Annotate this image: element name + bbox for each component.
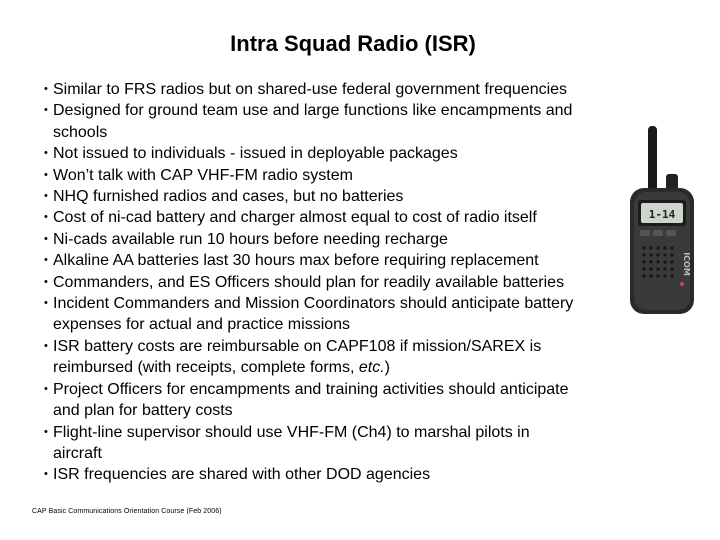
bullet-text xyxy=(53,207,644,228)
bullet-line: Flight-line supervisor should use VHF-FM (Ch4) to marshal pilots in xyxy=(53,423,530,441)
bullet-text xyxy=(53,379,644,422)
bullet-glyph: • xyxy=(44,104,48,117)
bullet-line: Commanders, and ES Officers should plan for readily available batteries xyxy=(53,273,565,291)
bullet-text xyxy=(53,293,644,336)
bullet-item xyxy=(44,422,644,465)
bullet-glyph: • xyxy=(44,190,48,203)
bullet-glyph: • xyxy=(44,254,48,267)
bullet-line: ISR frequencies are shared with other DOD agencies xyxy=(53,466,431,484)
bullet-line: Alkaline AA batteries last 30 hours max before requiring replacement xyxy=(53,252,539,270)
bullet-line: reimbursed (with receipts, complete forms, etc.) xyxy=(53,359,390,377)
handheld-radio-icon xyxy=(616,124,702,324)
bullet-text xyxy=(53,79,644,100)
bullet-glyph: • xyxy=(44,147,48,160)
bullet-text xyxy=(53,250,644,271)
bullet-line: Cost of ni-cad battery and charger almost equal to cost of radio itself xyxy=(53,209,537,227)
bullet-item xyxy=(44,165,644,186)
bullet-text xyxy=(53,143,644,164)
bullet-line: NHQ furnished radios and cases, but no batteries xyxy=(53,188,404,206)
bullet-line: Incident Commanders and Mission Coordinators should anticipate battery xyxy=(53,295,574,313)
bullet-text xyxy=(53,336,644,379)
bullet-line: Ni-cads available run 10 hours before needing recharge xyxy=(53,230,448,248)
bullet-text xyxy=(53,464,644,485)
bullet-line: aircraft xyxy=(53,444,102,462)
bullet-line: Not issued to individuals - issued in deployable packages xyxy=(53,145,458,163)
bullet-glyph: • xyxy=(44,211,48,224)
bullet-item xyxy=(44,250,644,271)
bullet-item xyxy=(44,272,644,293)
bullet-glyph: • xyxy=(44,168,48,181)
bullet-glyph: • xyxy=(44,382,48,395)
page-title: Intra Squad Radio (ISR) xyxy=(230,31,476,56)
bullet-line: Designed for ground team use and large functions like encampments and xyxy=(53,102,573,120)
bullet-item xyxy=(44,464,644,485)
bullet-text xyxy=(53,229,644,250)
bullet-text xyxy=(53,165,644,186)
bullet-line: Won’t talk with CAP VHF-FM radio system xyxy=(53,166,353,184)
bullet-glyph: • xyxy=(44,232,48,245)
bullet-item xyxy=(44,100,644,143)
bullet-line: ISR battery costs are reimbursable on CAPF108 if mission/SAREX is xyxy=(53,337,542,355)
bullet-glyph: • xyxy=(44,468,48,481)
bullet-item xyxy=(44,207,644,228)
bullet-line: expenses for actual and practice missions xyxy=(53,316,351,334)
bullet-glyph: • xyxy=(44,83,48,95)
bullet-item xyxy=(44,186,644,207)
bullet-line: schools xyxy=(53,123,108,141)
bullet-item xyxy=(44,336,644,379)
bullet-text xyxy=(53,272,644,293)
radio-display-text: 1-14 xyxy=(648,208,676,221)
bullet-list xyxy=(44,79,644,486)
bullet-line: Similar to FRS radios but on shared-use federal government frequencies xyxy=(53,81,568,98)
bullet-line: and plan for battery costs xyxy=(53,402,233,420)
footer-text: CAP Basic Communications Orientation Course (Feb 2006) xyxy=(32,508,222,515)
bullet-item xyxy=(44,229,644,250)
bullet-text xyxy=(53,422,644,465)
bullet-glyph: • xyxy=(44,425,48,438)
bullet-item xyxy=(44,79,644,100)
bullet-glyph: • xyxy=(44,339,48,352)
bullet-item xyxy=(44,143,644,164)
bullet-text xyxy=(53,100,644,143)
bullet-text xyxy=(53,186,644,207)
radio-brand-text: ICOM xyxy=(682,252,691,276)
bullet-item xyxy=(44,293,644,336)
bullet-glyph: • xyxy=(44,275,48,288)
bullet-line: Project Officers for encampments and training activities should anticipate xyxy=(53,380,569,398)
bullet-glyph: • xyxy=(44,297,48,310)
bullet-item xyxy=(44,379,644,422)
